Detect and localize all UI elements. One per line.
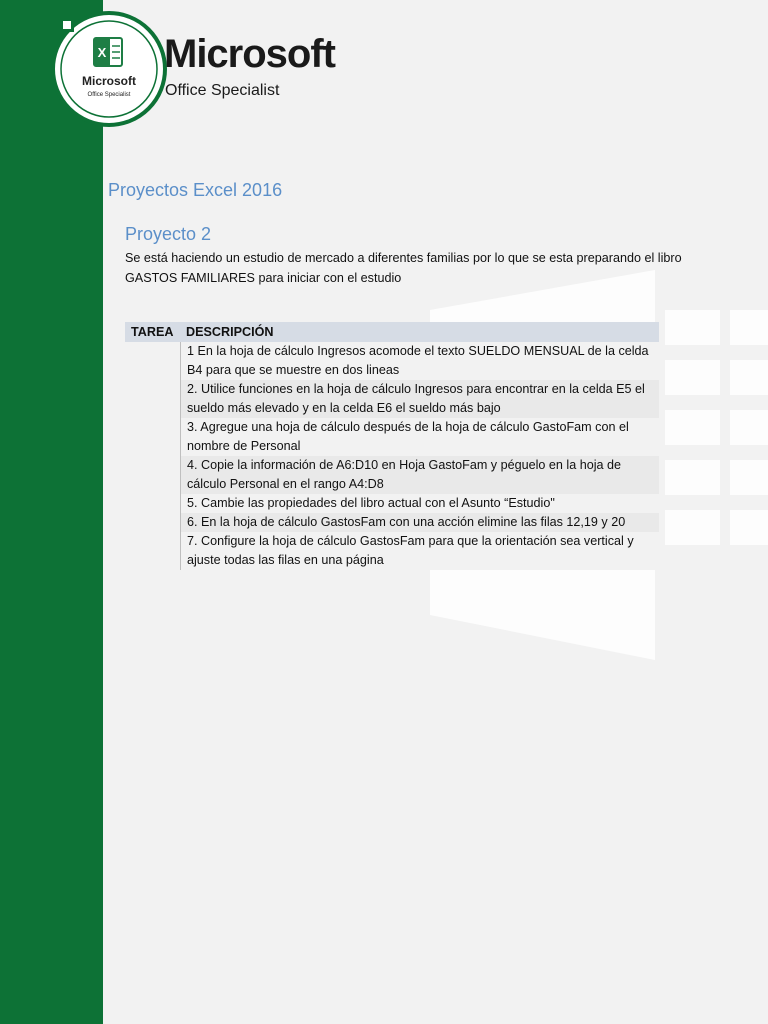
excel-icon [94, 38, 122, 66]
section-title: Proyectos Excel 2016 [108, 180, 283, 200]
svg-text:X: X [97, 45, 107, 60]
project-title: Proyecto 2 [125, 224, 212, 244]
brand-title: Microsoft [164, 32, 335, 76]
table-header [125, 322, 659, 342]
green-sidebar [0, 0, 103, 1024]
table-body [125, 342, 659, 570]
badge-brand: Microsoft [82, 74, 136, 88]
badge-sub: Office Specialist [87, 92, 131, 98]
intro-paragraph: Se está haciendo un estudio de mercado a diferentes familias por lo que se esta preparando el libro GASTOS FAMILIARES para iniciar con el estudio [125, 251, 682, 285]
table-row: 2. Utilice funciones en la hoja de cálculo Ingresos para encontrar en la celda E5 el sueldo más elevado y en la celda E6 el sueldo más bajo [181, 380, 659, 418]
table-row: 6. En la hoja de cálculo GastosFam con una acción elimine las filas 12,19 y 20 [181, 513, 659, 532]
table-row: 1 En la hoja de cálculo Ingresos acomode el texto SUELDO MENSUAL de la celda B4 para que se muestre en dos lineas [181, 342, 659, 380]
tarea-column [125, 342, 181, 570]
table-row: 3. Agregue una hoja de cálculo después de la hoja de cálculo GastoFam con el nombre de Personal [181, 418, 659, 456]
table-row: 4. Copie la información de A6:D10 en Hoja GastoFam y péguelo en la hoja de cálculo Personal en el rango A4:D8 [181, 456, 659, 494]
header-tarea: TAREA [131, 324, 174, 339]
mos-badge-logo [50, 10, 168, 128]
tasks-table [125, 322, 659, 570]
header-descripcion: DESCRIPCIÓN [186, 324, 274, 339]
brand-subtitle: Office Specialist [165, 82, 280, 99]
descripcion-column [181, 342, 659, 570]
table-row: 5. Cambie las propiedades del libro actual con el Asunto “Estudio" [181, 494, 659, 513]
table-row: 7. Configure la hoja de cálculo GastosFam para que la orientación sea vertical y ajuste todas las filas en una página [181, 532, 659, 570]
